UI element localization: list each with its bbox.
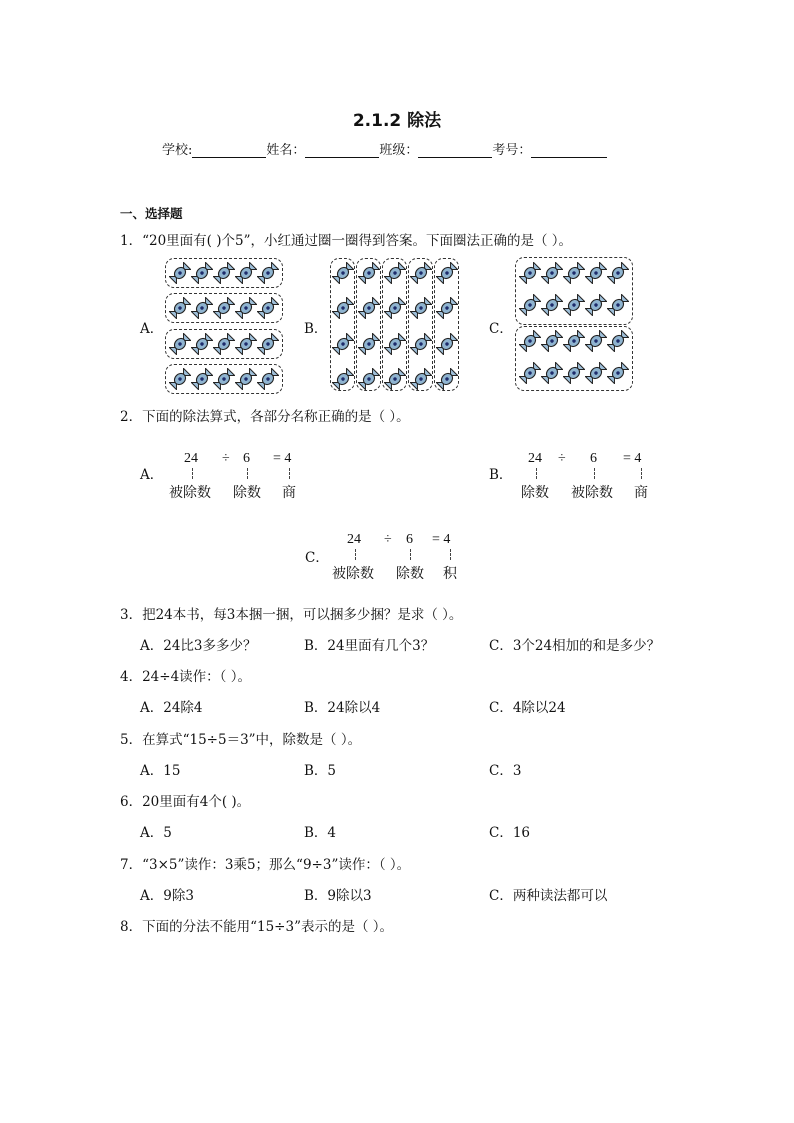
candy-icon [563,294,585,316]
q5-option-b[interactable]: B．5 [304,763,337,779]
q6-option-c[interactable]: C．16 [489,825,531,841]
q2c-divisor: 6 [406,532,413,547]
question-2: 2．下面的除法算式，各部分名称正确的是（ ）。 [120,409,410,425]
q3-option-a[interactable]: A．24比3多多少？ [140,638,257,654]
candy-icon [519,262,541,284]
q7-option-a[interactable]: A．9除3 [140,888,194,904]
candy-icon [436,333,458,355]
q2a-divisor: 6 [243,451,250,466]
candy-icon [436,262,458,284]
q4-option-a[interactable]: A．24除4 [140,700,203,716]
candy-icon [169,333,191,355]
q2a-label-3: 商 [282,486,296,501]
candy-icon [384,297,406,319]
candy-icon [169,297,191,319]
class-blank[interactable] [418,143,492,158]
q2b-label-2: 被除数 [571,486,613,501]
candy-icon [191,333,213,355]
q4-option-b[interactable]: B．24除以4 [304,700,381,716]
q2c-divide-sign: ÷ [384,532,392,547]
q4-option-c[interactable]: C．4除以24 [489,700,566,716]
school-blank[interactable] [192,143,266,158]
name-blank[interactable] [305,143,379,158]
candy-icon [213,333,235,355]
candy-icon [384,368,406,390]
candy-icon [410,368,432,390]
candy-icon [541,294,563,316]
candy-icon [191,297,213,319]
candy-icon [169,368,191,390]
q2c-dividend: 24 [347,532,361,547]
page-title: 2.1.2 除法 [352,111,442,131]
candy-icon [332,333,354,355]
q2a-divide-sign: ÷ [222,451,230,466]
q2b-quotient: = 4 [623,451,642,466]
candy-icon [358,368,380,390]
q2c-label-3: 积 [443,567,457,582]
candy-icon [563,330,585,352]
q1-option-b-label[interactable]: B． [304,321,328,337]
q2a-label-1: 被除数 [169,486,211,501]
candy-icon [541,362,563,384]
candy-icon [358,297,380,319]
candy-icon [191,368,213,390]
q5-option-c[interactable]: C．3 [489,763,522,779]
candy-icon [436,297,458,319]
candy-icon [235,333,257,355]
candy-icon [257,368,279,390]
question-6: 6．20里面有4个( )。 [120,794,251,810]
question-3: 3．把24本书，每3本捆一捆，可以捆多少捆？是求（ ）。 [120,607,463,623]
question-5: 5．在算式“15÷5＝3”中，除数是（ ）。 [120,732,362,748]
candy-icon [519,294,541,316]
candy-icon [519,330,541,352]
candy-icon [384,262,406,284]
candy-icon [541,262,563,284]
q2a-dividend: 24 [184,451,198,466]
candy-icon [436,368,458,390]
candy-icon [607,294,629,316]
q2b-divide-sign: ÷ [558,451,566,466]
candy-icon [213,297,235,319]
candy-icon [257,262,279,284]
question-4: 4．24÷4读作：（ ）。 [120,669,251,685]
candy-icon [563,362,585,384]
q1-option-c-label[interactable]: C． [489,321,513,337]
candy-icon [257,297,279,319]
candy-icon [541,330,563,352]
candy-icon [519,362,541,384]
candy-icon [585,330,607,352]
q2c-quotient: = 4 [432,532,451,547]
candy-icon [358,333,380,355]
candy-icon [169,262,191,284]
candy-icon [235,368,257,390]
q2b-label-3: 商 [634,486,648,501]
candy-icon [585,262,607,284]
candy-icon [563,262,585,284]
question-8: 8．下面的分法不能用“15÷3”表示的是（ ）。 [120,919,394,935]
candy-icon [213,368,235,390]
candy-icon [213,262,235,284]
exam-no-blank[interactable] [531,143,607,158]
question-7: 7．“3×5”读作：3乘5；那么“9÷3”读作：（ ）。 [120,857,411,873]
q2b-dividend: 24 [528,451,542,466]
q2b-divisor: 6 [590,451,597,466]
candy-icon [607,330,629,352]
name-label: 姓名： [266,143,306,158]
q2a-quotient: = 4 [273,451,292,466]
candy-icon [191,262,213,284]
candy-icon [607,362,629,384]
candy-icon [332,368,354,390]
q2-option-b-label[interactable]: B． [489,467,513,483]
q2c-label-2: 除数 [396,567,424,582]
candy-icon [607,262,629,284]
q3-option-c[interactable]: C．3个24相加的和是多少？ [489,638,661,654]
q7-option-b[interactable]: B．9除以3 [304,888,372,904]
q3-option-b[interactable]: B．24里面有几个3？ [304,638,435,654]
candy-icon [410,297,432,319]
q2-option-c-label[interactable]: C． [305,550,329,566]
question-1: 1．“20里面有( )个5”，小红通过圈一圈得到答案。下面圈法正确的是（ ）。 [120,233,573,249]
candy-icon [585,362,607,384]
q2c-label-1: 被除数 [332,567,374,582]
candy-icon [358,262,380,284]
q6-option-b[interactable]: B．4 [304,825,337,841]
exam-no-label: 考号： [492,143,532,158]
q7-option-c[interactable]: C．两种读法都可以 [489,888,608,904]
q2-option-a-label[interactable]: A． [140,467,164,483]
candy-icon [332,262,354,284]
candy-icon [410,262,432,284]
q6-option-a[interactable]: A．5 [140,825,172,841]
class-label: 班级： [379,143,419,158]
q1-option-a-label[interactable]: A． [140,321,164,337]
candy-icon [235,262,257,284]
q2b-label-1: 除数 [521,486,549,501]
school-label: 学校: [162,143,193,158]
student-info-row [162,139,607,158]
candy-icon [410,333,432,355]
candy-icon [585,294,607,316]
candy-icon [257,333,279,355]
q5-option-a[interactable]: A．15 [140,763,181,779]
candy-icon [235,297,257,319]
section-heading: 一、选择题 [120,206,183,221]
candy-icon [384,333,406,355]
candy-icon [332,297,354,319]
q2a-label-2: 除数 [233,486,261,501]
